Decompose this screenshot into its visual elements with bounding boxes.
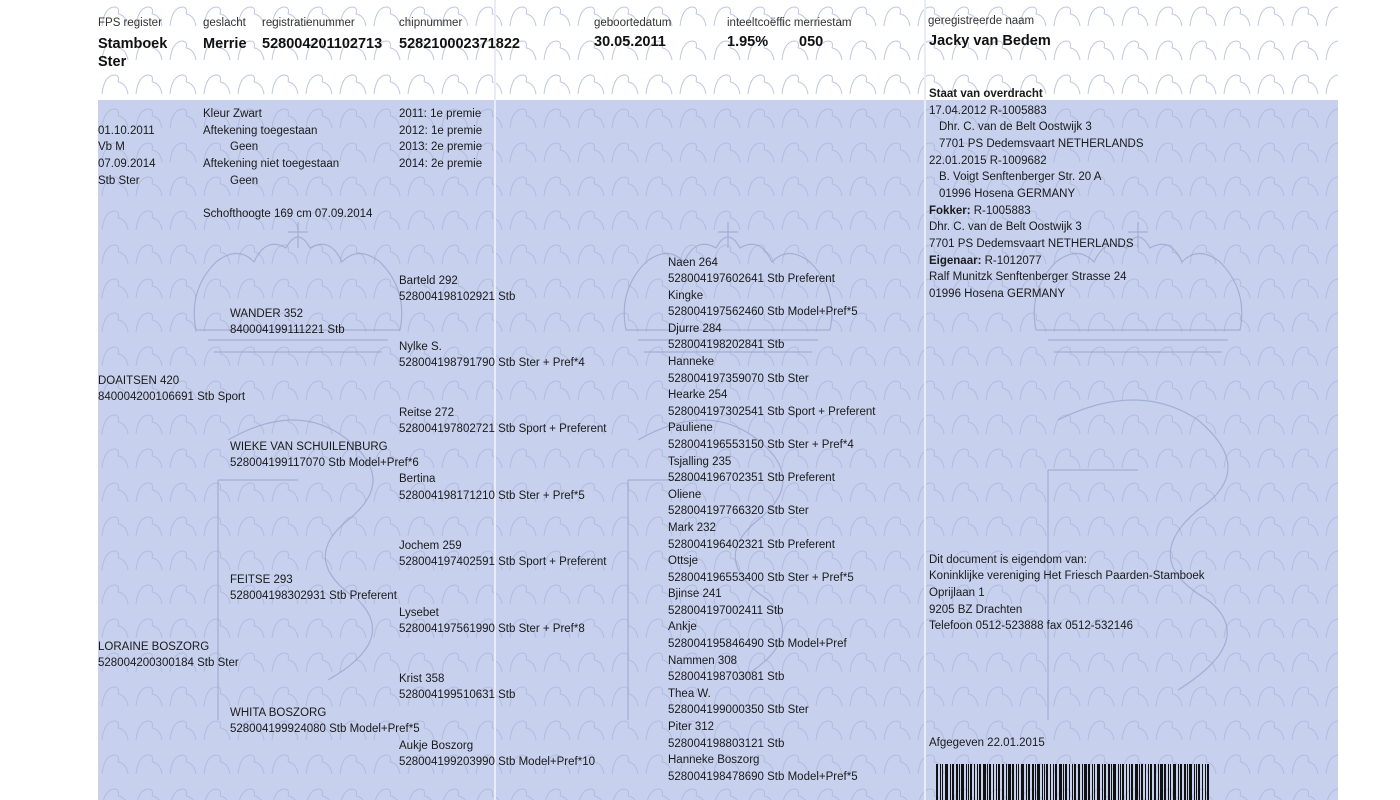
barcode-bar — [1094, 764, 1095, 800]
barcode-bar — [1170, 764, 1171, 800]
gen4-name: Oliene — [668, 489, 702, 501]
info-marking-line: Aftekening niet toegestaan — [203, 158, 340, 170]
barcode-bar — [1088, 764, 1090, 800]
barcode-bar — [1164, 764, 1166, 800]
gen4-id: 528004197359070 Stb Ster — [668, 373, 809, 385]
barcode-bar — [1026, 764, 1027, 800]
barcode-bar — [1184, 764, 1186, 800]
barcode-bar — [1078, 764, 1080, 800]
inbreeding-label: inteeltcoëffic merriestam — [727, 17, 852, 29]
gen4-name: Naen 264 — [668, 257, 718, 269]
barcode-bar — [1178, 764, 1179, 800]
barcode-bar — [1108, 764, 1110, 800]
barcode-bar — [1158, 764, 1159, 800]
transfer-line: 17.04.2012 R-1005883 — [929, 105, 1047, 117]
gen4-id: 528004195846490 Stb Model+Pref — [668, 638, 847, 650]
birthdate-value: 30.05.2011 — [594, 34, 666, 50]
barcode-bar — [996, 764, 997, 800]
ownership-line: Oprijlaan 1 — [929, 587, 985, 599]
gen3-name: Bertina — [399, 473, 436, 485]
transfer-title: Staat van overdracht — [929, 88, 1043, 100]
barcode-bar — [1102, 764, 1103, 800]
barcode-bar — [1118, 764, 1119, 800]
barcode-bar — [1037, 764, 1040, 800]
barcode-bar — [1050, 764, 1051, 800]
owner-line — [929, 254, 1042, 268]
gen4-id: 528004197602641 Stb Preferent — [668, 273, 835, 285]
barcode-bar — [1196, 764, 1197, 800]
barcode-bar — [1154, 764, 1156, 800]
barcode-bar — [952, 764, 954, 800]
transfer-line: 7701 PS Dedemsvaart NETHERLANDS — [939, 138, 1144, 150]
transfer-line: 22.01.2015 R-1009682 — [929, 155, 1047, 167]
barcode-bar — [961, 764, 964, 800]
barcode-bar — [993, 764, 994, 800]
barcode-bar — [1104, 764, 1106, 800]
ownership-line: 9205 BZ Drachten — [929, 604, 1023, 616]
gen3-name: Jochem 259 — [399, 540, 462, 552]
barcode-bar — [1202, 764, 1203, 800]
barcode-bar — [989, 764, 991, 800]
barcode-bar — [1006, 764, 1007, 800]
barcode-bar — [968, 764, 969, 800]
gen4-name: Kingke — [668, 290, 704, 302]
barcode-bar — [1046, 764, 1048, 800]
gen2-id: 528004199924080 Stb Model+Pref*5 — [230, 723, 420, 735]
gen4-name: Ankje — [668, 621, 697, 633]
barcode-bar — [1082, 764, 1083, 800]
dam-name: LORAINE BOSZORG — [98, 641, 210, 653]
barcode-bar — [936, 764, 938, 800]
sire-name: DOAITSEN 420 — [98, 375, 180, 387]
barcode-bar — [1012, 764, 1014, 800]
gen3-id: 528004199203990 Stb Model+Pref*10 — [399, 756, 595, 768]
barcode-bar — [1180, 764, 1182, 800]
owner-address: 01996 Hosena GERMANY — [929, 288, 1066, 300]
info-left-line: 07.09.2014 — [98, 158, 156, 170]
barcode-bar — [1072, 764, 1073, 800]
gen3-id: 528004197561990 Stb Ster + Pref*8 — [399, 623, 585, 635]
gen4-name: Tsjalling 235 — [668, 456, 732, 468]
barcode-bar — [1044, 764, 1045, 800]
barcode-bar — [987, 764, 988, 800]
barcode-bar — [1173, 764, 1176, 800]
barcode-bar — [942, 764, 943, 800]
barcode-bar — [1097, 764, 1100, 800]
barcode-bar — [940, 764, 941, 800]
barcode-bar — [1129, 764, 1130, 800]
gen3-id: 528004199510631 Stb — [399, 689, 516, 701]
ownership-line: Koninklijke vereniging Het Friesch Paarden-Stamboek — [929, 570, 1205, 582]
gen4-id: 528004197562460 Stb Model+Pref*5 — [668, 306, 858, 318]
barcode — [936, 764, 1210, 800]
breeder-address: 7701 PS Dedemsvaart NETHERLANDS — [929, 238, 1134, 250]
gen3-id: 528004197802721 Stb Sport + Preferent — [399, 423, 607, 435]
gen4-name: Nammen 308 — [668, 655, 738, 667]
barcode-bar — [1141, 764, 1143, 800]
sex-label: geslacht — [203, 17, 246, 29]
barcode-bar — [1120, 764, 1121, 800]
gen4-name: Djurre 284 — [668, 323, 722, 335]
gen2-id: 528004199117070 Stb Model+Pref*6 — [230, 457, 419, 469]
gen2-id: 840004199111221 Stb — [230, 324, 345, 336]
issued-date: Afgegeven 22.01.2015 — [929, 737, 1045, 749]
gen4-id: 528004198703081 Stb — [668, 671, 785, 683]
info-left-line: 01.10.2011 — [98, 125, 155, 137]
gen2-id: 528004198302931 Stb Preferent — [230, 590, 397, 602]
premie-line: 2013: 2e premie — [399, 141, 483, 153]
info-left-line: Stb Ster — [98, 175, 140, 187]
barcode-bar — [1150, 764, 1152, 800]
gen4-id: 528004196402321 Stb Preferent — [668, 539, 835, 551]
barcode-bar — [1074, 764, 1076, 800]
barcode-bar — [1069, 764, 1070, 800]
chip-label: chipnummer — [399, 17, 463, 29]
barcode-bar — [1021, 764, 1024, 800]
barcode-bar — [1084, 764, 1087, 800]
register-label: FPS register — [98, 17, 162, 29]
barcode-bar — [1160, 764, 1163, 800]
owner-address: Ralf Munitzk Senftenberger Strasse 24 — [929, 271, 1127, 283]
breeder-line — [929, 204, 1031, 218]
barcode-bar — [1092, 764, 1093, 800]
gen3-id: 528004198791790 Stb Ster + Pref*4 — [399, 357, 585, 369]
gen4-name: Pauliene — [668, 422, 713, 434]
premie-line: 2014: 2e premie — [399, 158, 483, 170]
barcode-bar — [1042, 764, 1043, 800]
barcode-bar — [979, 764, 981, 800]
info-left-line: Vb M — [98, 141, 125, 153]
barcode-bar — [1065, 764, 1067, 800]
barcode-bar — [998, 764, 1000, 800]
barcode-bar — [1168, 764, 1169, 800]
sex-value: Merrie — [203, 36, 247, 52]
gen4-id: 528004197002411 Stb — [668, 605, 784, 617]
horse-registration-document — [98, 0, 1338, 800]
barcode-bar — [1008, 764, 1011, 800]
barcode-bar — [1126, 764, 1127, 800]
barcode-bar — [959, 764, 960, 800]
barcode-bar — [1194, 764, 1195, 800]
info-marking-line: Geen — [230, 141, 259, 153]
gen4-name: Bjinse 241 — [668, 588, 722, 600]
transfer-line: 01996 Hosena GERMANY — [939, 188, 1076, 200]
breeder-value: R-1005883 — [970, 205, 1031, 217]
barcode-bar — [1205, 764, 1206, 800]
barcode-bar — [1059, 764, 1062, 800]
gen3-name: Reitse 272 — [399, 407, 454, 419]
gen4-id: 528004199000350 Stb Ster — [668, 704, 809, 716]
gen3-id: 528004198171210 Stb Ster + Pref*5 — [399, 490, 585, 502]
registration-label: registratienummer — [262, 17, 355, 29]
gen4-name: Piter 312 — [668, 721, 715, 733]
barcode-bar — [1187, 764, 1188, 800]
gen3-id: 528004198102921 Stb — [399, 291, 516, 303]
gen4-name: Mark 232 — [668, 522, 716, 534]
gen3-name: Barteld 292 — [399, 275, 458, 287]
gen3-name: Krist 358 — [399, 673, 445, 685]
barcode-bar — [1189, 764, 1192, 800]
registered-name-value: Jacky van Bedem — [929, 33, 1051, 49]
barcode-bar — [974, 764, 975, 800]
transfer-line: Dhr. C. van de Belt Oostwijk 3 — [939, 121, 1092, 133]
gen4-id: 528004196702351 Stb Preferent — [668, 472, 835, 484]
gen2-name: WANDER 352 — [230, 308, 304, 320]
gen4-id: 528004198478690 Stb Model+Pref*5 — [668, 771, 858, 783]
gen4-id: 528004196553150 Stb Ster + Pref*4 — [668, 439, 854, 451]
gen2-name: FEITSE 293 — [230, 574, 293, 586]
premie-line: 2011: 1e premie — [399, 108, 482, 120]
ownership-line: Telefoon 0512-523888 fax 0512-532146 — [929, 620, 1133, 632]
register-value: Stamboek — [98, 36, 168, 52]
fold-line — [494, 0, 496, 800]
barcode-bar — [1028, 764, 1030, 800]
ownership-line: Dit document is eigendom van: — [929, 554, 1087, 566]
barcode-bar — [1032, 764, 1034, 800]
gen4-name: Ottsje — [668, 555, 699, 567]
owner-label: Eigenaar: — [929, 255, 982, 267]
info-color: Kleur Zwart — [203, 108, 262, 120]
registration-value: 528004201102713 — [262, 36, 383, 52]
gen2-name: WIEKE VAN SCHUILENBURG — [230, 441, 388, 453]
breeder-address: Dhr. C. van de Belt Oostwijk 3 — [929, 221, 1082, 233]
info-schofthoogte: Schofthoogte 169 cm 07.09.2014 — [203, 208, 373, 220]
birthdate-label: geboortedatum — [594, 17, 672, 29]
breeder-label: Fokker: — [929, 205, 971, 217]
barcode-bar — [1016, 764, 1017, 800]
gen4-id: 528004197302541 Stb Sport + Preferent — [668, 406, 876, 418]
info-marking-line: Aftekening toegestaan — [203, 125, 318, 137]
barcode-bar — [945, 764, 948, 800]
fold-line — [924, 0, 926, 800]
barcode-bar — [1198, 764, 1200, 800]
barcode-bar — [1053, 764, 1054, 800]
gen3-name: Aukje Boszorg — [399, 740, 474, 752]
barcode-bar — [1207, 764, 1209, 800]
gen2-name: WHITA BOSZORG — [230, 707, 327, 719]
register-value-line2: Ster — [98, 54, 127, 70]
gen4-id: 528004198202841 Stb — [668, 339, 785, 351]
transfer-line: B. Voigt Senftenberger Str. 20 A — [939, 171, 1102, 183]
barcode-bar — [970, 764, 972, 800]
barcode-bar — [1148, 764, 1149, 800]
barcode-bar — [950, 764, 951, 800]
barcode-bar — [1113, 764, 1116, 800]
barcode-bar — [1122, 764, 1124, 800]
barcode-bar — [1063, 764, 1064, 800]
registered-name-label: geregistreerde naam — [928, 15, 1035, 27]
gen4-name: Hearke 254 — [668, 389, 728, 401]
barcode-bar — [966, 764, 967, 800]
merriestam-value: 050 — [799, 34, 824, 50]
barcode-bar — [1111, 764, 1112, 800]
sire-id: 840004200106691 Stb Sport — [98, 391, 246, 403]
inbreeding-value: 1.95% — [727, 34, 769, 50]
gen4-name: Hanneke — [668, 356, 715, 368]
gen4-id: 528004196553400 Stb Ster + Pref*5 — [668, 572, 854, 584]
gen4-id: 528004198803121 Stb — [668, 738, 785, 750]
premie-line: 2012: 1e premie — [399, 125, 483, 137]
gen4-name: Hanneke Boszorg — [668, 754, 760, 766]
chip-value: 528210002371822 — [399, 36, 520, 52]
barcode-bar — [1145, 764, 1146, 800]
barcode-bar — [1018, 764, 1019, 800]
barcode-bar — [983, 764, 986, 800]
gen3-name: Lysebet — [399, 607, 439, 619]
barcode-bar — [1035, 764, 1036, 800]
gen4-name: Thea W. — [668, 688, 711, 700]
barcode-bar — [977, 764, 978, 800]
barcode-bar — [1002, 764, 1004, 800]
barcode-bar — [1139, 764, 1140, 800]
barcode-bar — [1055, 764, 1057, 800]
dam-id: 528004200300184 Stb Ster — [98, 657, 239, 669]
barcode-bar — [1131, 764, 1133, 800]
owner-value: R-1012077 — [981, 255, 1042, 267]
barcode-bar — [1135, 764, 1138, 800]
barcode-bar — [956, 764, 958, 800]
gen4-id: 528004197766320 Stb Ster — [668, 505, 809, 517]
gen3-id: 528004197402591 Stb Sport + Preferent — [399, 556, 607, 568]
gen3-name: Nylke S. — [399, 341, 442, 353]
info-marking-line: Geen — [230, 175, 259, 187]
